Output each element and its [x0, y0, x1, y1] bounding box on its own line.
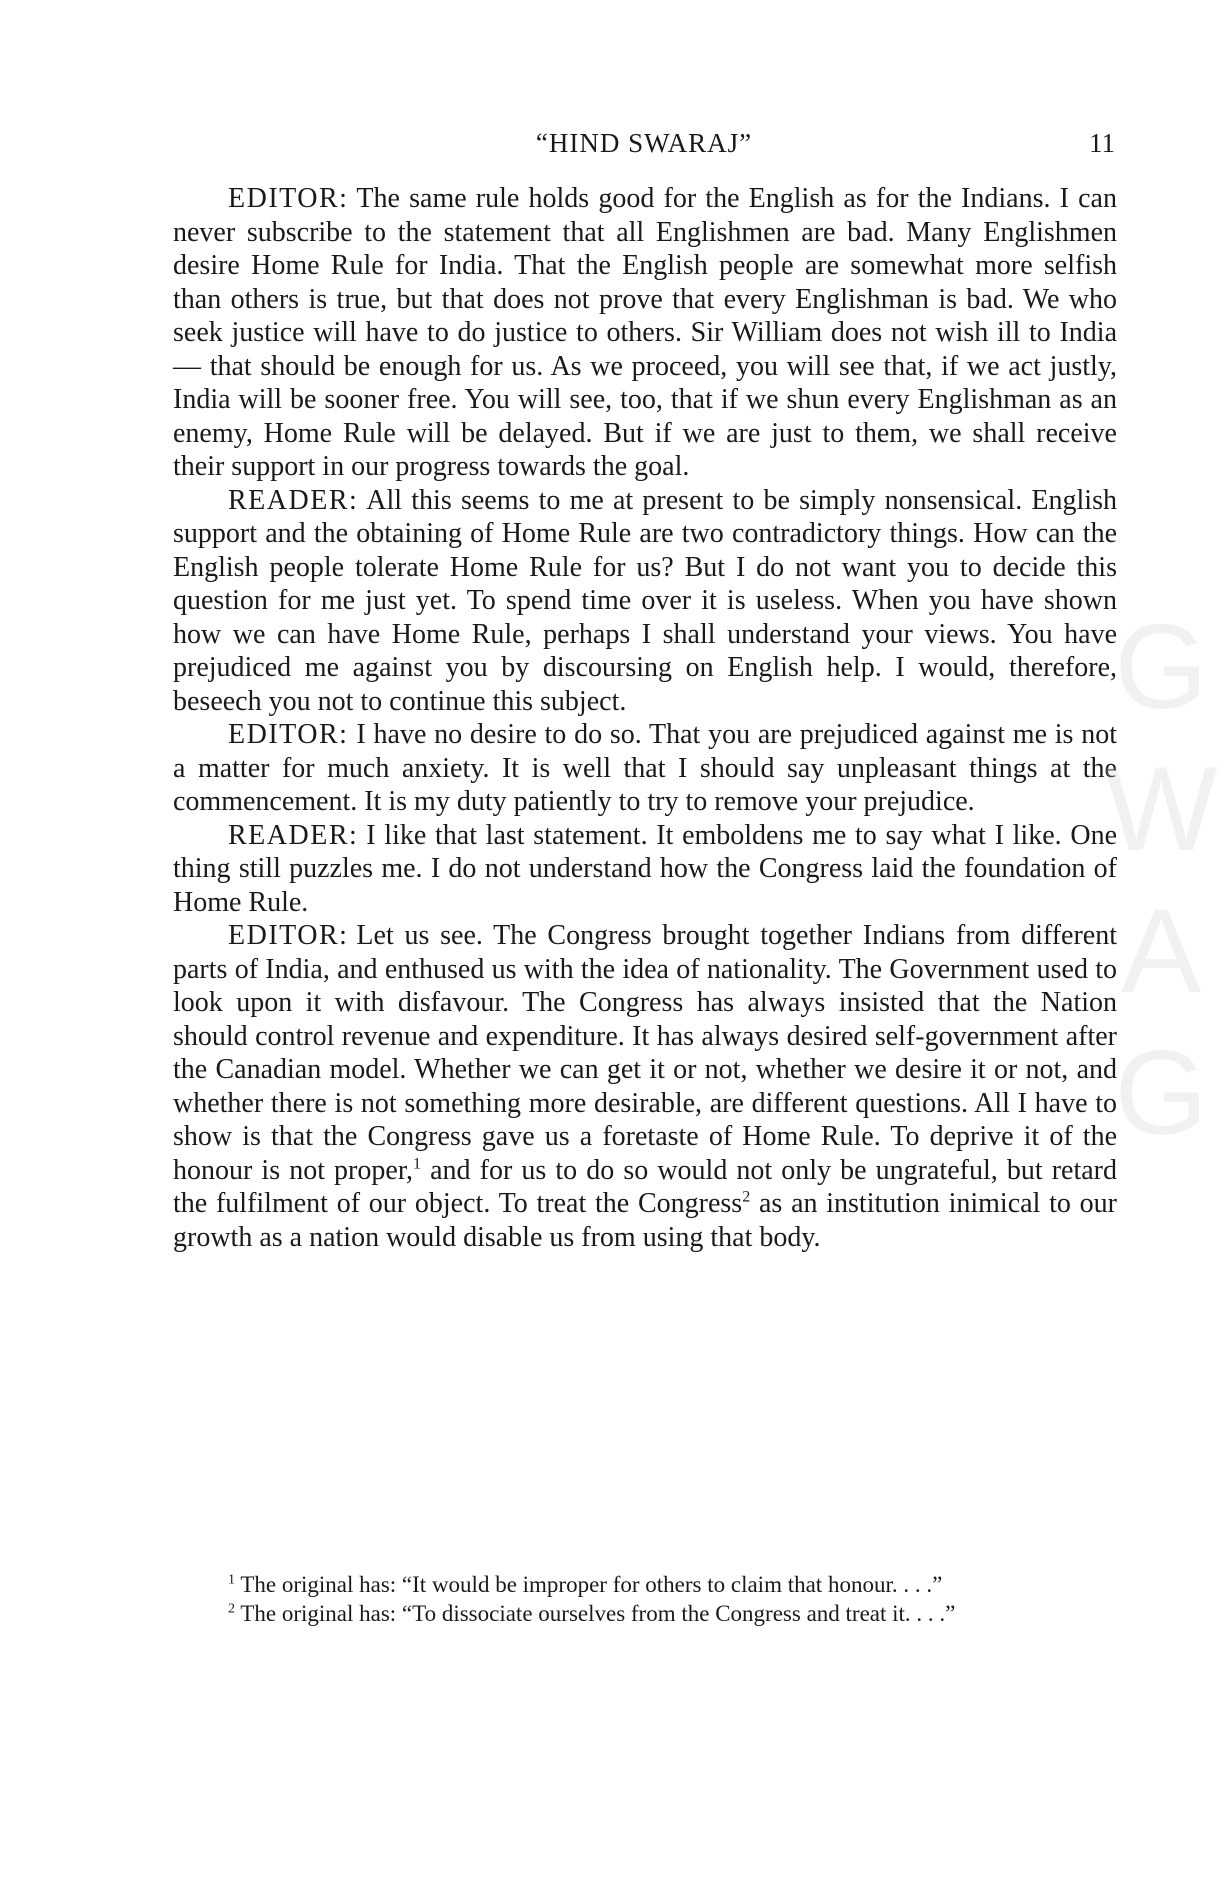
paragraph-text: as an institution inimical to our growth as a nation would disable us from using that body.	[173, 1188, 1117, 1253]
footnote-marker: 1	[228, 1572, 235, 1588]
paragraph-text: Let us see. The Congress brought together Indians from different parts of India, and enthused us with the idea of nationality. The Government used to look upon it with disfavour. The Congress has always insisted that the Nation should control revenue and expenditure. It has always desired self-government after the Canadian model. Whether we can get it or not, whether we desire it or not, and whether there is not something more desirable, are different questions. All I have to show is that the Congress gave us a foretaste of Home Rule. To deprive it of the honour is not proper,	[173, 920, 1117, 1186]
paragraph-text: and for us to do so would not only be ungrateful, but retard the fulfilment of our object. To treat the Congress	[173, 1154, 1117, 1219]
footnote-ref-2[interactable]: 2	[742, 1188, 751, 1206]
footnote-2	[173, 1599, 1117, 1628]
footnote-marker: 2	[228, 1601, 235, 1617]
speaker-label: EDITOR:	[228, 920, 349, 951]
page-number: 11	[1089, 128, 1115, 158]
footnotes	[173, 1570, 1117, 1628]
speaker-label: READER:	[228, 484, 359, 516]
body-text	[173, 182, 1117, 1254]
paragraph-reader-2	[173, 819, 1117, 920]
footnote-ref-1[interactable]: 1	[413, 1155, 422, 1173]
paragraph-editor-2	[173, 718, 1117, 819]
paragraph-reader-1	[173, 484, 1117, 719]
running-title: “HIND SWARAJ”	[535, 128, 753, 158]
footnote-text: The original has: “It would be improper for others to claim that honour. . . .”	[235, 1572, 943, 1597]
paragraph-text: The same rule holds good for the English as for the Indians. I can never subscribe to the statement that all Englishmen are bad. Many Englishmen desire Home Rule for India. That the English people are somewhat more selfish than others is true, but that does not prove that every Englishman is bad. We who seek justice will have to do justice to others. Sir William does not wish ill to India— that should be enough for us. As we proceed, you will see that, if we act justly, India will be sooner free. You will see, too, that if we shun every Englishman as an enemy, Home Rule will be delayed. But if we are just to them, we shall receive their support in our progress towards the goal.	[173, 183, 1117, 482]
paragraph-editor-1	[173, 182, 1117, 484]
paragraph-text: I have no desire to do so. That you are prejudiced against me is not a matter for much anxiety. It is well that I should say unpleasant things at the commencement. It is my duty patiently to try to remove your prejudice.	[173, 719, 1117, 817]
paragraph-text: I like that last statement. It emboldens me to say what I like. One thing still puzzles me. I do not understand how the Congress laid the foundation of Home Rule.	[173, 819, 1117, 918]
paragraph-editor-3	[173, 919, 1117, 1254]
speaker-label: EDITOR:	[228, 719, 349, 750]
speaker-label: READER:	[228, 819, 359, 851]
footnote-text: The original has: “To dissociate ourselves from the Congress and treat it. . . .”	[235, 1601, 956, 1626]
paragraph-text: All this seems to me at present to be simply nonsensical. English support and the obtaining of Home Rule are two contradictory things. How can the English people tolerate Home Rule for us? But I do not want you to decide this question for me just yet. To spend time over it is useless. When you have shown how we can have Home Rule, perhaps I shall understand your views. You have prejudiced me against you by discoursing on English help. I would, therefore, beseech you not to continue this subject.	[173, 484, 1117, 717]
running-head	[173, 128, 1115, 168]
watermark: GWAG	[1094, 600, 1228, 1168]
footnote-1	[173, 1570, 1117, 1599]
speaker-label: EDITOR:	[228, 183, 349, 214]
